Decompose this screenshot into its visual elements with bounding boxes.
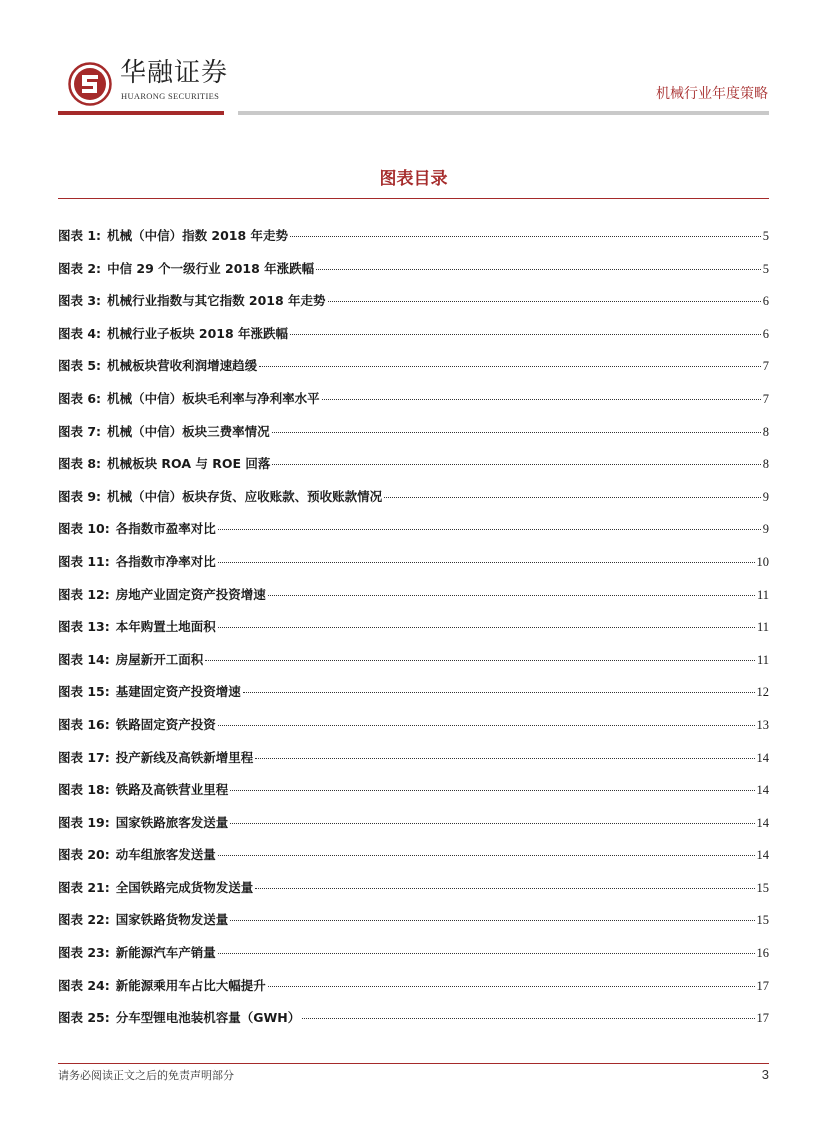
toc-dot-leader: [272, 464, 760, 465]
toc-entry-title: 机械（中信）板块三费率情况: [107, 423, 270, 439]
toc-entry-label: 图表 4:: [58, 325, 102, 341]
toc-entry-page: 14: [756, 815, 769, 830]
toc-entry[interactable]: [58, 226, 769, 259]
toc-entry-page: 14: [756, 848, 769, 863]
toc-entry-label: 图表 7:: [58, 423, 102, 439]
toc-entry-page: 6: [762, 326, 769, 341]
toc-entry-label: 图表 22:: [58, 912, 110, 928]
toc-entry-page: 17: [756, 978, 769, 993]
toc-entry-page: 16: [756, 946, 769, 961]
toc-entry-title: 新能源乘用车占比大幅提升: [115, 977, 266, 993]
toc-entry[interactable]: [58, 715, 769, 748]
toc-entry-page: 10: [756, 554, 769, 569]
toc-entry[interactable]: [58, 976, 769, 1009]
toc-title: 图表目录: [379, 169, 448, 189]
toc-dot-leader: [230, 823, 754, 824]
toc-dot-leader: [218, 529, 761, 530]
toc-dot-leader: [259, 366, 761, 367]
toc-entry-label: 图表 19:: [58, 814, 110, 830]
toc-dot-leader: [218, 953, 755, 954]
toc-dot-leader: [290, 236, 761, 237]
toc-entry-page: 14: [756, 750, 769, 765]
toc-dot-leader: [255, 758, 754, 759]
toc-dot-leader: [205, 660, 755, 661]
toc-dot-leader: [230, 790, 754, 791]
toc-entry-title: 国家铁路货物发送量: [115, 912, 229, 928]
toc-entry-label: 图表 18:: [58, 782, 110, 798]
toc-entry[interactable]: [58, 487, 769, 520]
footer-disclaimer: 请务必阅读正文之后的免责声明部分: [58, 1069, 234, 1082]
toc-dot-leader: [255, 888, 754, 889]
toc-entry-page: 11: [756, 587, 769, 602]
toc-entry-page: 5: [762, 229, 769, 243]
toc-dot-leader: [268, 595, 755, 596]
toc-entry-title: 房地产业固定资产投资增速: [115, 586, 266, 602]
toc-entry-page: 8: [762, 424, 769, 439]
toc-entry-label: 图表 9:: [58, 488, 102, 504]
toc-dot-leader: [384, 497, 761, 498]
toc-entry-title: 机械（中信）板块毛利率与净利率水平: [107, 390, 320, 406]
toc-entry-page: 9: [762, 489, 769, 504]
toc-entry[interactable]: [58, 780, 769, 813]
toc-entry-label: 图表 1:: [58, 228, 102, 243]
toc-entry-title: 机械板块 ROA 与 ROE 回落: [107, 456, 271, 472]
toc-entry[interactable]: [58, 389, 769, 422]
toc-entry-label: 图表 5:: [58, 358, 102, 374]
toc-entry-page: 9: [762, 522, 769, 537]
toc-entry[interactable]: [58, 845, 769, 878]
toc-entry-title: 机械（中信）板块存货、应收账款、预收账款情况: [107, 488, 383, 504]
toc-entry-title: 动车组旅客发送量: [115, 847, 216, 863]
page-header: [0, 0, 827, 120]
toc-entry[interactable]: [58, 519, 769, 552]
toc-entry-title: 投产新线及高铁新增里程: [115, 749, 254, 765]
toc-dot-leader: [218, 855, 755, 856]
toc-entry-title: 新能源汽车产销量: [115, 945, 216, 961]
toc-entry-title: 各指数市净率对比: [115, 553, 216, 569]
toc-entry-title: 机械（中信）指数 2018 年走势: [107, 228, 289, 243]
toc-entry-page: 5: [762, 261, 769, 276]
toc-entry-page: 13: [756, 717, 769, 732]
report-type-label: 机械行业年度策略: [656, 86, 768, 102]
toc-entry-title: 中信 29 个一级行业 2018 年涨跌幅: [107, 260, 315, 276]
toc-dot-leader: [290, 334, 761, 335]
toc-entry-label: 图表 13:: [58, 619, 110, 635]
toc-entry-label: 图表 15:: [58, 684, 110, 700]
toc-entry-label: 图表 6:: [58, 390, 102, 406]
toc-entry-label: 图表 14:: [58, 651, 110, 667]
toc-entry-page: 15: [756, 913, 769, 928]
toc-entry[interactable]: [58, 422, 769, 455]
toc-dot-leader: [316, 269, 761, 270]
toc-entry-title: 各指数市盈率对比: [115, 521, 216, 537]
toc-entry-label: 图表 8:: [58, 456, 102, 472]
toc-entry-label: 图表 24:: [58, 977, 110, 993]
toc-entry-page: 17: [756, 1011, 769, 1026]
toc-entry[interactable]: [58, 454, 769, 487]
footer-rule: [58, 1063, 769, 1064]
toc-entry-label: 图表 11:: [58, 553, 110, 569]
toc-entry-title: 分车型锂电池装机容量（GWH）: [115, 1010, 301, 1026]
toc-title-rule: [58, 198, 769, 199]
toc-entry[interactable]: [58, 259, 769, 292]
toc-dot-leader: [328, 301, 761, 302]
toc-entry-label: 图表 23:: [58, 945, 110, 961]
toc-entry[interactable]: [58, 1008, 769, 1041]
toc-entry-label: 图表 12:: [58, 586, 110, 602]
toc-entry-title: 房屋新开工面积: [115, 651, 204, 667]
toc-entry-label: 图表 10:: [58, 521, 110, 537]
toc-entry-label: 图表 17:: [58, 749, 110, 765]
toc-dot-leader: [218, 562, 755, 563]
toc-dot-leader: [322, 399, 761, 400]
toc-dot-leader: [268, 986, 755, 987]
header-accent-bar: [58, 111, 224, 115]
toc-entry-title: 铁路及高铁营业里程: [115, 782, 229, 798]
toc-dot-leader: [218, 725, 755, 726]
toc-entry-page: 15: [756, 880, 769, 895]
toc-entry-label: 图表 25:: [58, 1010, 110, 1026]
header-divider-bar: [238, 111, 769, 115]
huarong-logo-icon: [68, 62, 112, 106]
toc-entry[interactable]: [58, 878, 769, 911]
toc-entry-title: 机械行业指数与其它指数 2018 年走势: [107, 293, 326, 309]
toc-entry-page: 7: [762, 391, 769, 406]
toc-entry[interactable]: [58, 910, 769, 943]
toc-entry-title: 机械行业子板块 2018 年涨跌幅: [107, 325, 289, 341]
page-number: 3: [761, 1067, 769, 1082]
toc-entry[interactable]: [58, 291, 769, 324]
toc-entry-page: 11: [756, 620, 769, 635]
toc-entry-label: 图表 3:: [58, 293, 102, 309]
brand-name: 华融证券: [120, 58, 229, 88]
toc-entry-page: 6: [762, 294, 769, 309]
toc-entry-page: 8: [762, 457, 769, 472]
toc-list: [58, 226, 769, 1041]
toc-entry[interactable]: [58, 617, 769, 650]
toc-entry[interactable]: [58, 552, 769, 585]
toc-entry-page: 11: [756, 652, 769, 667]
toc-entry[interactable]: [58, 650, 769, 683]
toc-entry-title: 全国铁路完成货物发送量: [115, 879, 254, 895]
toc-entry-page: 14: [756, 783, 769, 798]
toc-entry-label: 图表 16:: [58, 716, 110, 732]
toc-entry-page: 7: [762, 359, 769, 374]
toc-entry-title: 基建固定资产投资增速: [115, 684, 241, 700]
toc-entry-title: 本年购置土地面积: [115, 619, 216, 635]
toc-entry[interactable]: [58, 682, 769, 715]
toc-entry[interactable]: [58, 943, 769, 976]
toc-dot-leader: [272, 432, 761, 433]
toc-entry-title: 机械板块营收利润增速趋缓: [107, 358, 258, 374]
toc-entry-label: 图表 20:: [58, 847, 110, 863]
toc-entry-label: 图表 2:: [58, 260, 102, 276]
toc-entry-title: 国家铁路旅客发送量: [115, 814, 229, 830]
toc-entry[interactable]: [58, 585, 769, 618]
toc-entry[interactable]: [58, 748, 769, 781]
toc-entry-label: 图表 21:: [58, 879, 110, 895]
toc-entry-title: 铁路固定资产投资: [115, 716, 216, 732]
toc-entry-page: 12: [756, 685, 769, 700]
toc-entry[interactable]: [58, 324, 769, 357]
brand-name-en: HUARONG SECURITIES: [121, 91, 220, 101]
toc-dot-leader: [302, 1018, 754, 1019]
toc-dot-leader: [218, 627, 755, 628]
toc-entry[interactable]: [58, 813, 769, 846]
toc-dot-leader: [230, 920, 754, 921]
toc-dot-leader: [243, 692, 755, 693]
toc-entry[interactable]: [58, 356, 769, 389]
